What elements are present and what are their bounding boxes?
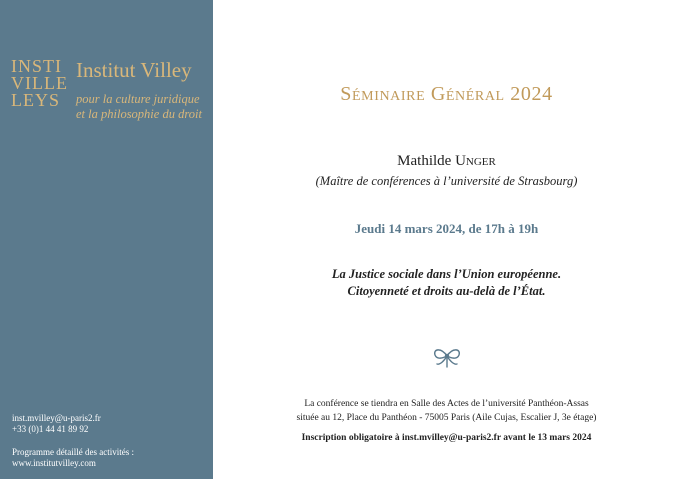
contact-block [12, 413, 207, 469]
contact-email[interactable]: inst.mvilley@u-paris2.fr [12, 413, 101, 423]
talk-topic [213, 266, 680, 300]
logo-line-2: VILLE [11, 73, 68, 93]
speaker-last-name: Unger [455, 153, 496, 169]
sidebar [0, 0, 213, 479]
speaker-first-name: Mathilde [397, 153, 452, 169]
venue-info [213, 397, 680, 425]
institute-name: Institut Villey [76, 58, 192, 82]
speaker-name [213, 153, 680, 170]
event-date: Jeudi 14 mars 2024, de 17h à 19h [354, 221, 539, 236]
institute-tagline [76, 92, 211, 122]
venue-line-1: La conférence se tiendra en Salle des Actes de l’université Panthéon-Assas [304, 399, 589, 409]
main-panel [213, 0, 680, 479]
fleuron-ornament-icon [431, 343, 463, 369]
venue-line-2: située au 12, Place du Panthéon - 75005 Paris (Aile Cujas, Escalier J, 3e étage) [296, 413, 597, 423]
speaker-affiliation: (Maître de conférences à l’université de Strasbourg) [315, 174, 578, 188]
program-label: Programme détaillé des activités : [12, 447, 134, 457]
contact-phone: +33 (0)1 44 41 89 92 [12, 424, 89, 434]
logo-line-1: INSTI [11, 56, 62, 76]
topic-line-2: Citoyenneté et droits au-delà de l’État. [347, 284, 546, 298]
seminar-title: Séminaire Général 2024 [340, 83, 553, 105]
logo-line-3: LEYS [11, 90, 60, 110]
website-link[interactable]: www.institutvilley.com [12, 458, 96, 468]
tagline-line-1: pour la culture juridique [76, 92, 200, 106]
institute-logo-mark [11, 58, 69, 110]
inscription-note: Inscription obligatoire à inst.mvilley@u-paris2.fr avant le 13 mars 2024 [301, 433, 592, 443]
tagline-line-2: et la philosophie du droit [76, 107, 202, 121]
topic-line-1: La Justice sociale dans l’Union européenne. [331, 267, 562, 281]
